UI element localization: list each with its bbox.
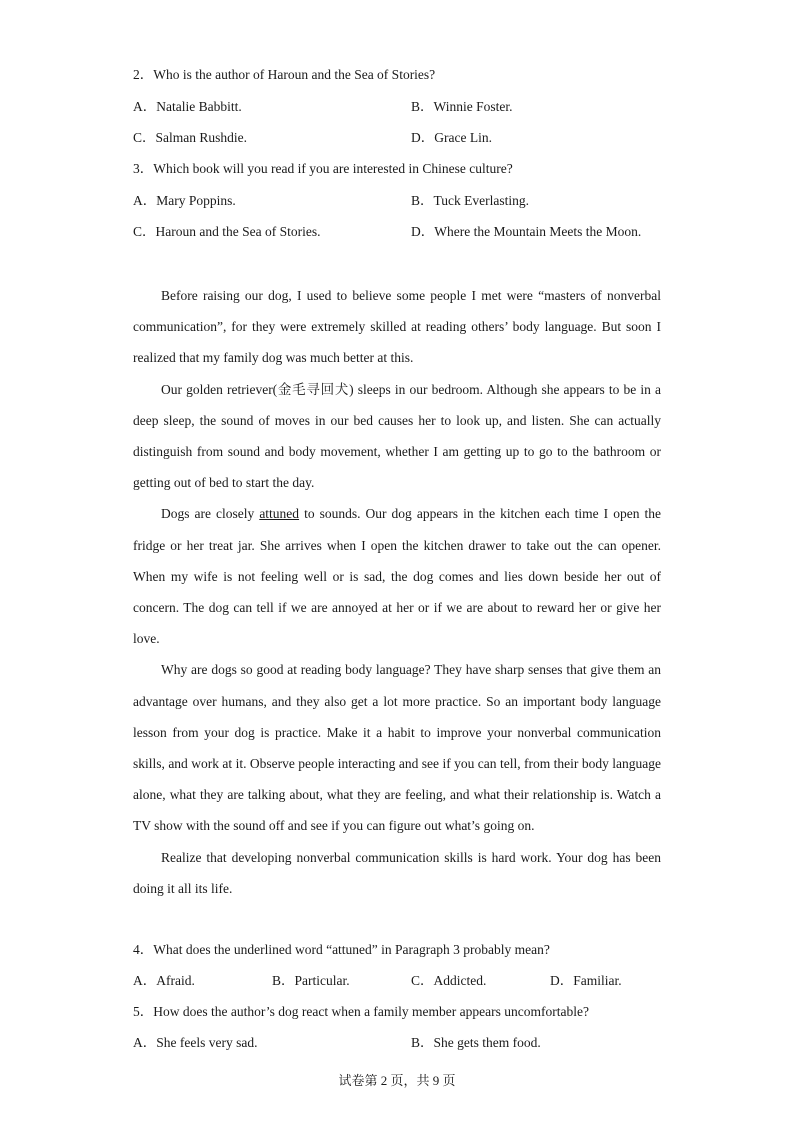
question-4-option-b: B．Particular. xyxy=(272,973,350,988)
question-4-stem: 4．What does the underlined word “attuned” in Paragraph 3 probably mean? xyxy=(133,942,550,957)
question-2-option-c: C．Salman Rushdie. xyxy=(133,130,247,145)
question-2-option-b: B．Winnie Foster. xyxy=(411,99,513,114)
paragraph-3-rest: to sounds. Our dog appears in the kitchen each time I open the fridge or her treat jar. She arrives when I open the kitchen drawer to take out the can opener. When my wife is not feeling well or is sad, the dog comes and lies down beside her out of concern. The dog can tell if we are annoyed at her or if we are about to reward her or give her love. xyxy=(133,506,661,647)
question-2-option-a: A．Natalie Babbitt. xyxy=(133,99,242,114)
paragraph-3-lead: Dogs are closely xyxy=(161,506,260,522)
question-4-option-d: D．Familiar. xyxy=(550,973,622,988)
passage-paragraph-1: Before raising our dog, I used to believe some people I met were “masters of nonverbal communication”, for they were extremely skilled at reading others’ body language. But soon I realized that my family dog was much better at this. xyxy=(133,288,661,366)
page-footer: 试卷第 2 页，共 9 页 xyxy=(338,1073,456,1088)
passage-paragraph-5: Realize that developing nonverbal communication skills is hard work. Your dog has been doing it all its life. xyxy=(133,849,661,896)
reading-passage xyxy=(133,280,661,904)
question-5-option-b: B．She gets them food. xyxy=(411,1035,541,1050)
passage-paragraph-2: Our golden retriever(金毛寻回犬) sleeps in our bedroom. Although she appears to be in a deep sleep, the sound of moves in our bed causes her to look up, and listen. She can actually distinguish from sound and body movement, whether I am getting up to go to the bathroom or getting out of bed to start the day. xyxy=(133,381,661,491)
question-3-option-a: A．Mary Poppins. xyxy=(133,193,236,208)
question-3-option-b: B．Tuck Everlasting. xyxy=(411,193,529,208)
question-4-option-c: C．Addicted. xyxy=(411,973,487,988)
question-3-option-c: C．Haroun and the Sea of Stories. xyxy=(133,224,321,239)
question-2-option-d: D．Grace Lin. xyxy=(411,130,492,145)
question-2-stem: 2．Who is the author of Haroun and the Sea of Stories? xyxy=(133,67,436,82)
passage-paragraph-4: Why are dogs so good at reading body language? They have sharp senses that give them an advantage over humans, and they also get a lot more practice. So an important body language lesson from your dog is practice. Make it a habit to improve your nonverbal communication skills, and work at it. Observe people interacting and see if you can tell, from their body language alone, what they are talking about, what they are feeling, and what their relationship is. Watch a TV show with the sound off and see if you can figure out what’s going on. xyxy=(133,662,661,834)
underlined-word: attuned xyxy=(259,506,300,522)
question-3-stem: 3．Which book will you read if you are interested in Chinese culture? xyxy=(133,161,513,176)
question-3-option-d: D．Where the Mountain Meets the Moon. xyxy=(411,224,642,239)
passage-paragraph-3 xyxy=(133,498,661,654)
question-5-option-a: A．She feels very sad. xyxy=(133,1035,258,1050)
question-5-stem: 5．How does the author’s dog react when a family member appears uncomfortable? xyxy=(133,1004,589,1019)
question-4-option-a: A．Afraid. xyxy=(133,973,195,988)
